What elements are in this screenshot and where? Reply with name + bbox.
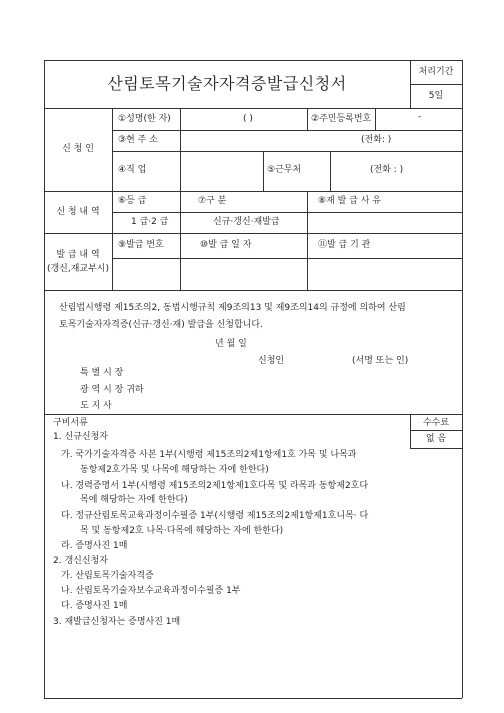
document-item: 2. 갱신신청자 — [53, 556, 108, 566]
document-item: 가. 산림토목기술자격증 — [61, 571, 154, 581]
reason-label: ⑧재 발 급 사 유 — [318, 196, 381, 206]
issuance-section-label: 발 급 내 역 — [56, 250, 100, 260]
workplace-label: ⑤근무처 — [267, 165, 302, 175]
name-label: ①성명(한 자) — [118, 114, 171, 124]
document-item: 3. 재발급신청자는 증명사진 1매 — [53, 617, 181, 627]
issue-date-label: ⑩발 급 일 자 — [200, 240, 252, 250]
document-item: 다. 증명사진 1매 — [61, 601, 128, 611]
issue-number-label: ⑨발급 번호 — [118, 240, 164, 250]
document-item: 나. 경력증명서 1부(시행령 제15조의2제1항제1호다목 및 라목과 동항제2호다 — [61, 481, 369, 491]
grade-label: ⑥등 급 — [118, 196, 147, 206]
resident-number-field[interactable]: - — [418, 112, 422, 122]
address-phone-field[interactable]: (전화: ) — [361, 135, 392, 145]
signature-field[interactable]: (서명 또는 인) — [352, 356, 409, 366]
applicant-signature-label: 신청인 — [258, 356, 285, 366]
document-item: 가. 국가기술자격증 사본 1부(시행령 제15조의2제1항제1호 가목 및 나목과 — [61, 450, 357, 460]
declaration-line-1: 산림법시행령 제15조의2, 동법시행규칙 제9조의13 및 제9조의14의 규정에 의하여 산림 — [59, 303, 406, 313]
applicant-section-label: 신 청 인 — [62, 144, 94, 154]
document-item: 동항제2호가목 및 나목에 해당하는 자에 한한다) — [80, 465, 269, 475]
fee-value: 없 음 — [425, 434, 447, 444]
issue-agency-label: ⑪발 급 기 관 — [318, 240, 371, 250]
issuance-section-sub: (갱신,재교부시) — [46, 264, 110, 274]
document-item: 라. 증명사진 1매 — [61, 541, 128, 551]
processing-period-label: 처리기간 — [418, 67, 454, 77]
document-item: 목 및 동항제2호 나목·다목에 해당하는 자에 한한다) — [80, 526, 284, 536]
grade-value[interactable]: 1 급·2 급 — [131, 217, 169, 227]
recipient-special-city: 특 별 시 장 — [80, 368, 124, 378]
document-item: 목에 해당하는 자에 한한다) — [80, 495, 188, 505]
declaration-date[interactable]: 년 월 일 — [215, 339, 247, 349]
fee-label: 수수료 — [422, 418, 450, 428]
address-label: ③현 주 소 — [118, 135, 158, 145]
form-title: 산림토목기술자자격증발급신청서 — [107, 74, 347, 93]
processing-period-value: 5일 — [428, 91, 444, 101]
resident-number-label: ②주민등록번호 — [311, 114, 372, 124]
declaration-line-2: 토목기술자자격증(신규·갱신·재) 발급을 신청합니다. — [59, 320, 263, 330]
document-item: 다. 정규산림토목교육과정이수필증 1부(시행령 제15조의2제1항제1호니목· 다 — [61, 511, 369, 521]
name-hanja-field[interactable]: ( ) — [243, 114, 253, 124]
recipient-metro-city: 광 역 시 장 귀하 — [80, 385, 144, 395]
occupation-label: ④직 업 — [118, 165, 147, 175]
document-item: 나. 산림토목기술자보수교육과정이수필증 1부 — [61, 586, 241, 596]
type-label: ⑦구 분 — [198, 196, 227, 206]
document-item: 1. 신규신청자 — [53, 432, 108, 442]
workplace-phone-field[interactable]: (전화 : ) — [370, 165, 404, 175]
request-section-label: 신 청 내 역 — [56, 207, 100, 217]
type-value[interactable]: 신규·갱신·재발급 — [213, 217, 280, 227]
recipient-province: 도 지 사 — [80, 401, 112, 411]
documents-header: 구비서류 — [53, 418, 88, 428]
